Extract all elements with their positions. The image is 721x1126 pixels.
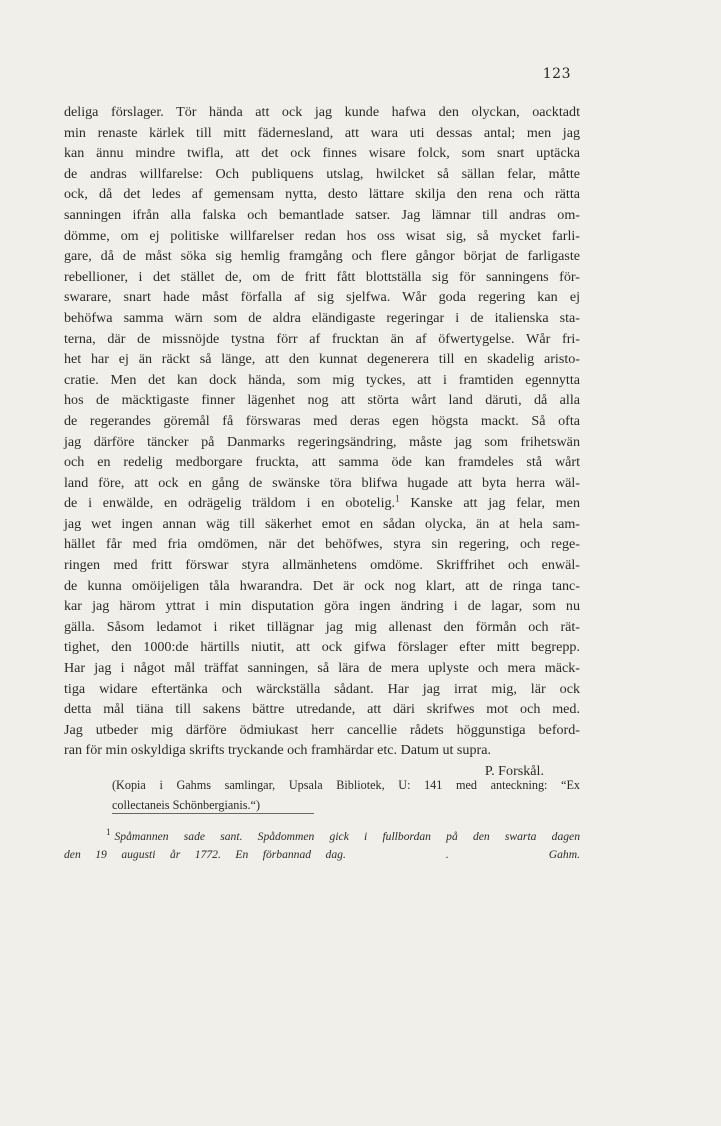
text-line: cratie. Men det kan dock hända, som mig tyckes, att i framtiden egennytta [64,371,580,388]
text-fragment: Kanske att jag felar, men [399,495,580,512]
footnote-text: den 19 augusti år 1772. En förbannad dag. [64,848,346,862]
text-line: gälla. Såsom ledamot i riket tillägnar jag mig allenast den förmån och rät- [64,618,580,635]
text-line: jag därföre täncker på Danmarks regeringsändring, måste jag som frihetswän [64,433,580,450]
text-line: min renaste kärlek till mitt fädernesland, att wara uti dessas antal; men jag [64,124,580,141]
footnote-text: Spåmannen sade sant. Spådommen gick i fullbordan på den swarta dagen [114,829,580,843]
text-line: kan ännu mindre twifla, att det ock finnes wisare folck, som snart uptäcka [64,145,580,162]
text-line: tiga widare eftertänka och wärckställa sådant. Har jag irrat mig, lär ock [64,680,580,697]
footnote-divider [112,813,314,814]
text-line: hos de mäcktigaste finner lägenhet nog att störta wårt land däruti, då alla [64,392,580,409]
source-note [112,776,580,815]
footnote-separator: . [445,848,449,862]
source-note-line: collectaneis Schönbergianis.“) [112,797,261,812]
main-text [64,102,580,782]
text-line: tighet, den 1000:de härtills niutit, att ock gifwa förslager efter mitt begrepp. [64,639,580,656]
text-line: kar jag härom yttrat i min disputation göra ingen ändring i de lagar, som nu [64,598,580,615]
footnote [64,823,580,865]
text-line: gare, då de måst söka sig hemlig framgång och flere gångor börjat de farligaste [64,248,580,265]
text-fragment: de i enwälde, en odrägelig träldom i en obotelig. [64,495,396,512]
text-line: de regerandes göremål få förswaras med deras egen högsta mackt. Så ofta [64,412,580,429]
text-line: behöfwa samma wärn som de aldra eländigaste regeringar i de italienska sta- [64,309,580,326]
text-line: Har jag i något mål träffat sanningen, så lära de mera uplyste och mera mäck- [64,660,580,677]
text-line: jag wet ingen annan wäg till säkerhet emot en sådan olycka, än at hela sam- [64,515,580,532]
text-line: rebellioner, i det stället de, om de fritt fått blottställa sig för sanningens för- [64,268,580,285]
text-line: ran för min oskyldiga skrifts tryckande och framhärdar etc. Datum ut supra. [64,742,491,759]
footnote-marker: 1 [106,827,111,837]
text-line: terna, där de missnöjde tystna förr af frucktan än af öfwertygelse. Wår fri- [64,330,580,347]
footnote-line [64,846,580,865]
text-line: och en redelig medborgare fruckta, att samma öde kan framdeles stå wårt [64,454,580,471]
text-line: Jag utbeder mig därföre ödmiukast herr cancellie rådets höggunstiga beford- [64,721,580,738]
text-line: detta mål tiäna till sakens bättre utredande, att däri skrifwes mot och med. [64,701,580,718]
text-line-with-footnote [64,493,580,514]
source-note-line: (Kopia i Gahms samlingar, Upsala Bibliotek, U: 141 med anteckning: “Ex [112,778,580,792]
text-line: dömme, om ej politiske willfarelser redan hos oss wisat sig, så mycket farli- [64,227,580,244]
footnote-reference[interactable]: 1 [395,493,400,504]
text-line: ock, då det ledes af gemensam nytta, desto lättare skilja den rena och rätta [64,186,580,203]
text-line: hället får med fria omdömen, när det behöfwes, styra sin regering, och rege- [64,536,580,553]
page-number: 123 [542,66,571,82]
signature: P. Forskål. [484,763,544,779]
text-line: het har ej än räckt så länge, att den kunnat degenerera till en skadelig aristo- [64,351,580,368]
text-line: swarare, snart hade måst förfalla af sig sjelfwa. Wår goda regering kan ej [64,289,580,306]
footnote-line [64,823,580,846]
text-line: land före, att ock en gång de swänske töra blifwa hugade att byta herra wäl- [64,474,580,491]
text-line: sanningen ifrån alla falska och bemantlade satser. Jag lämnar till andras om- [64,206,580,223]
text-line: de kunna omöijeligen tåla hwarandra. Det är ock nog klart, att de ringa tanc- [64,577,580,594]
text-line: de andras willfarelse: Och publiquens utslag, hwilcket så sällan felar, måtte [64,165,580,182]
text-line: deliga förslager. Tör hända att ock jag kunde hafwa den olyckan, oacktadt [64,104,580,120]
text-line: ringen med fritt förswar styra allmänhetens omdöme. Skriffrihet och enwäl- [64,557,580,574]
footnote-author: Gahm. [548,848,580,862]
